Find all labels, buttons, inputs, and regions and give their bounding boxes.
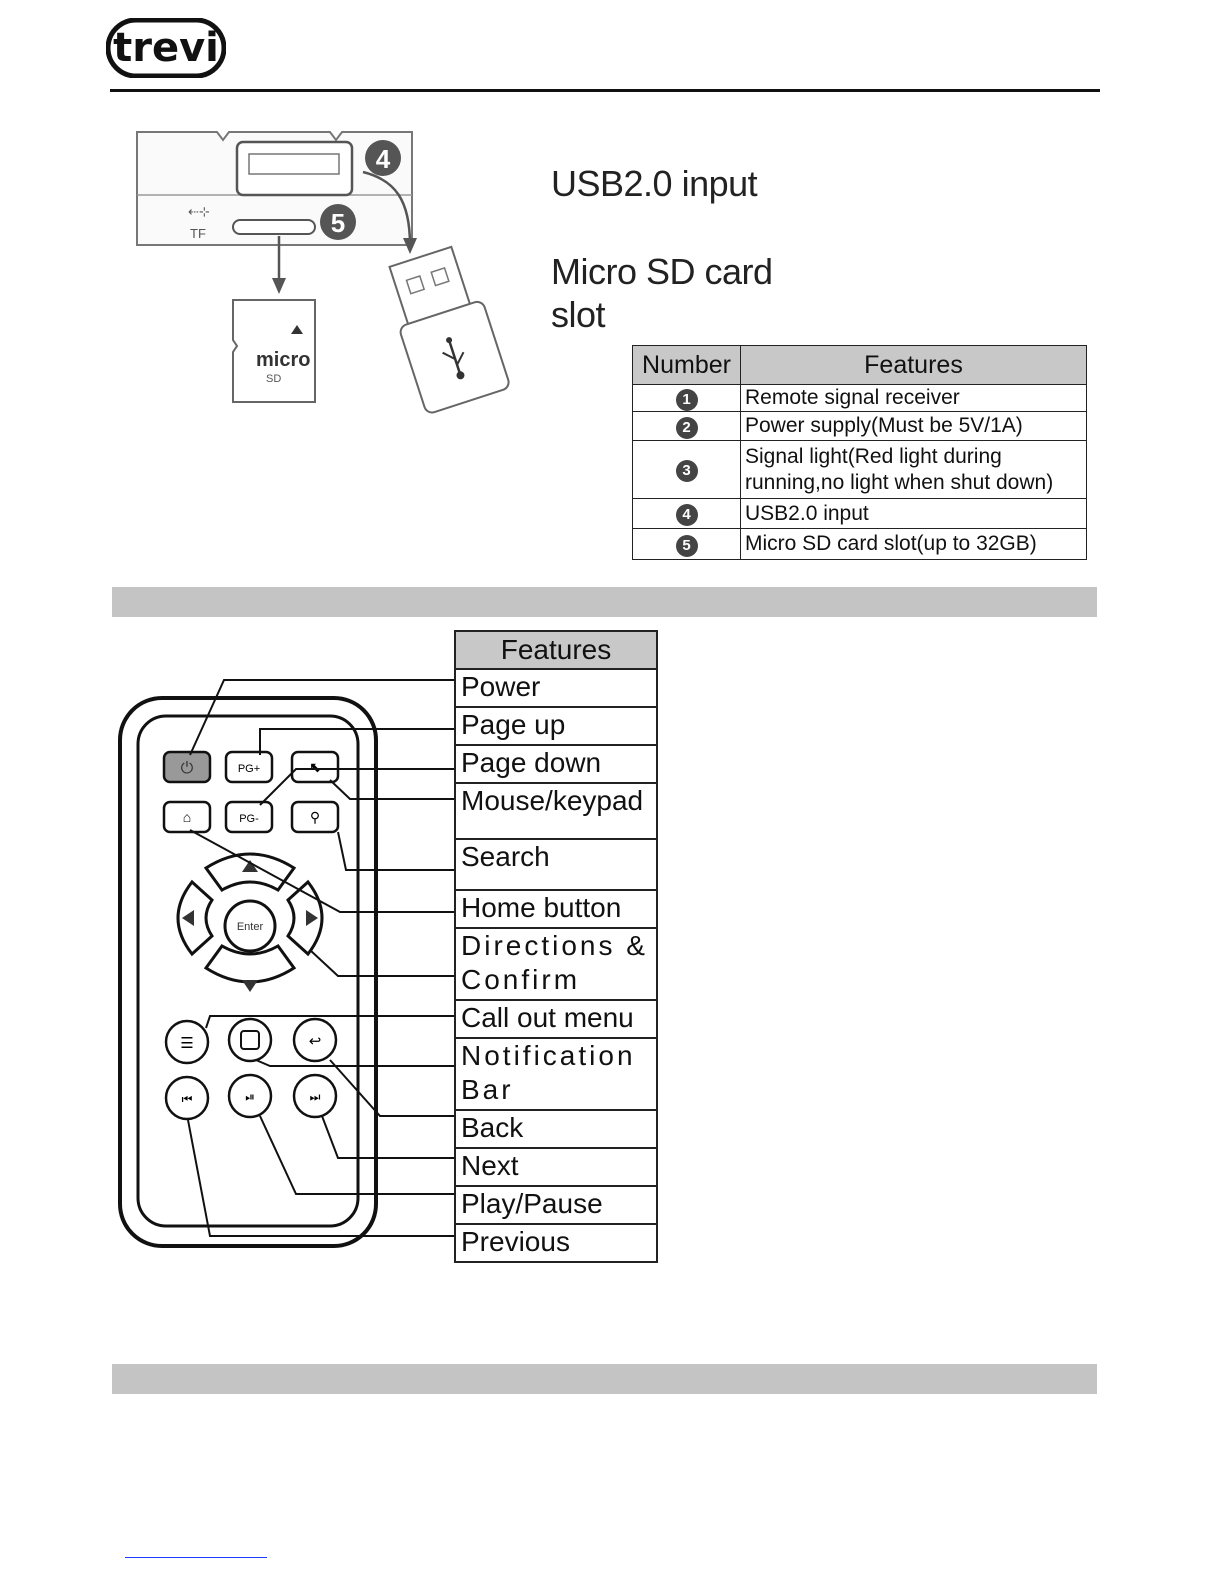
table-row: Page down [456,746,656,784]
header-rule [110,89,1100,92]
next-icon: ⏭ [309,1090,321,1104]
usb-symbol-icon: ⇠⊹ [188,204,210,219]
search-icon: ⚲ [309,809,321,825]
remote-features-table [454,630,658,1263]
power-icon: ⏻ [180,760,194,777]
table-header-row [633,346,1087,385]
previous-icon: ⏮ [181,1092,193,1106]
section-band-remote [112,587,1097,617]
pg-minus-label: PG- [239,813,259,825]
table-row: Directions & Confirm [456,929,656,1001]
footer-link-underline [125,1557,267,1558]
section-band-bottom [112,1364,1097,1394]
play-pause-icon: ⏯ [245,1090,255,1104]
table-row: Next [456,1149,656,1187]
port-features-table [632,345,1087,560]
sd-arrowhead [272,278,286,294]
feature-cell: Remote signal receiver [741,385,1087,412]
number-badge: 2 [676,417,698,439]
table-row [633,385,1087,412]
table-row: Back [456,1111,656,1149]
table-row [633,441,1087,499]
table-row [633,499,1087,529]
back-icon: ↩ [308,1033,322,1050]
feature-cell: USB2.0 input [741,499,1087,529]
table-row: Previous [456,1225,656,1263]
remote-control-diagram [110,660,460,1260]
table-row: Mouse/keypad [456,784,656,840]
table-row [633,412,1087,441]
usb-stick [380,243,511,415]
pg-plus-label: PG+ [237,763,261,775]
device-ports-diagram [125,120,525,440]
callout-4: 4 [375,144,391,174]
usb-port-tongue [249,154,339,174]
table-row: Home button [456,891,656,929]
menu-icon: ☰ [180,1035,194,1052]
table-row: Power [456,670,656,708]
number-badge: 1 [676,389,698,411]
sd-slot-label-line2: slot [551,294,606,335]
enter-label: Enter [236,921,264,933]
table-row: Search [456,840,656,891]
feature-cell: Micro SD card slot(up to 32GB) [741,529,1087,560]
sd-slot-label-line1: Micro SD card [551,251,773,292]
remote-table-header: Features [456,632,656,670]
number-badge: 4 [676,504,698,526]
notification-button [229,1019,271,1061]
table-row: Page up [456,708,656,746]
feature-cell: Power supply(Must be 5V/1A) [741,412,1087,441]
table-row: Notification Bar [456,1039,656,1111]
feature-cell: Signal light(Red light during running,no light when shut down) [741,441,1087,499]
number-badge: 3 [676,460,698,482]
mouse-icon: ⬉ [309,759,321,775]
table-row: Play/Pause [456,1187,656,1225]
trevi-logo [106,18,226,78]
home-icon: ⌂ [182,809,192,825]
tf-label: TF [190,226,206,241]
logo-text: trevi [113,25,219,71]
features-header: Features [741,346,1087,385]
usb-input-label: USB2.0 input [551,163,758,204]
micro-sd-logo: micro [256,349,311,371]
table-row: Call out menu [456,1001,656,1039]
number-header: Number [633,346,741,385]
sd-slot [233,220,315,234]
table-row [633,529,1087,560]
micro-sd-logo-sub: SD [266,373,282,385]
number-badge: 5 [676,535,698,557]
callout-5: 5 [330,208,346,238]
